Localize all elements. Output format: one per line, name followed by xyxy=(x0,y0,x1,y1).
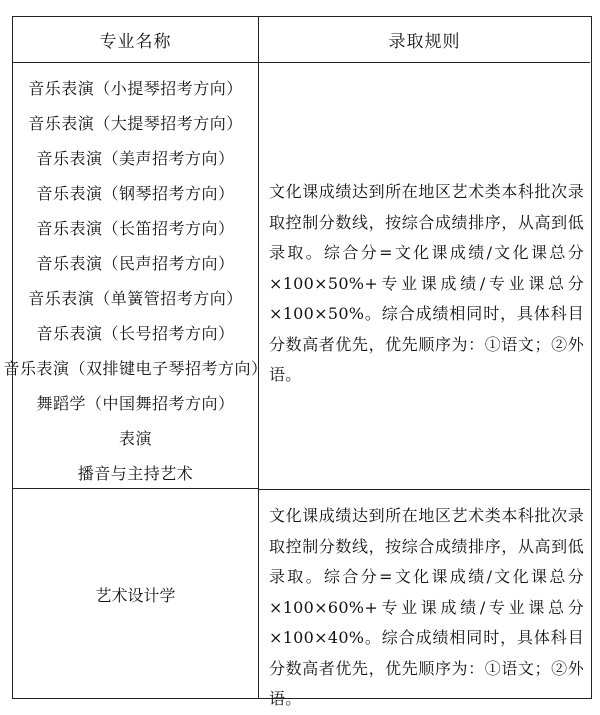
major-name: 音乐表演（美声招考方向） xyxy=(36,149,235,168)
major-name: 音乐表演（钢琴招考方向） xyxy=(36,184,235,203)
rule-column xyxy=(259,17,590,708)
major-column xyxy=(3,17,268,698)
major-name: 舞蹈学（中国舞招考方向） xyxy=(36,394,235,413)
major-name-group-2: 艺术设计学 xyxy=(95,586,176,605)
admission-rule-text-2: 文化课成绩达到所在地区艺术类本科批次录取控制分数线，按综合成绩排序，从高到低录取。综合分=文化课成绩/文化课总分×100×60%+专业课成绩/专业课总分×100×40%。综合成绩相同时，具体科目分数高者优先，优先顺序为：①语文；②外语。 xyxy=(269,506,584,708)
major-name: 音乐表演（小提琴招考方向） xyxy=(28,79,243,98)
major-name: 音乐表演（大提琴招考方向） xyxy=(28,114,243,133)
rule-column-header: 录取规则 xyxy=(259,17,590,63)
major-column-header: 专业名称 xyxy=(13,17,258,63)
admission-rule-text-1: 文化课成绩达到所在地区艺术类本科批次录取控制分数线，按综合成绩排序，从高到低录取。综合分=文化课成绩/文化课总分×100×50%+专业课成绩/专业课总分×100×50%。综合成绩相同时，具体科目分数高者优先，优先顺序为：①语文；②外语。 xyxy=(269,182,584,384)
major-name: 音乐表演（双排键电子琴招考方向） xyxy=(3,359,268,378)
major-list-group-1 xyxy=(3,63,268,489)
major-name: 音乐表演（长号招考方向） xyxy=(36,324,235,343)
major-name: 音乐表演（民声招考方向） xyxy=(36,254,235,273)
major-name: 表演 xyxy=(118,429,152,448)
row-divider xyxy=(259,489,590,490)
admission-rules-table xyxy=(3,16,592,708)
major-name: 音乐表演（长笛招考方向） xyxy=(36,219,235,238)
major-name: 音乐表演（单簧管招考方向） xyxy=(28,289,243,308)
major-name: 播音与主持艺术 xyxy=(77,464,194,483)
